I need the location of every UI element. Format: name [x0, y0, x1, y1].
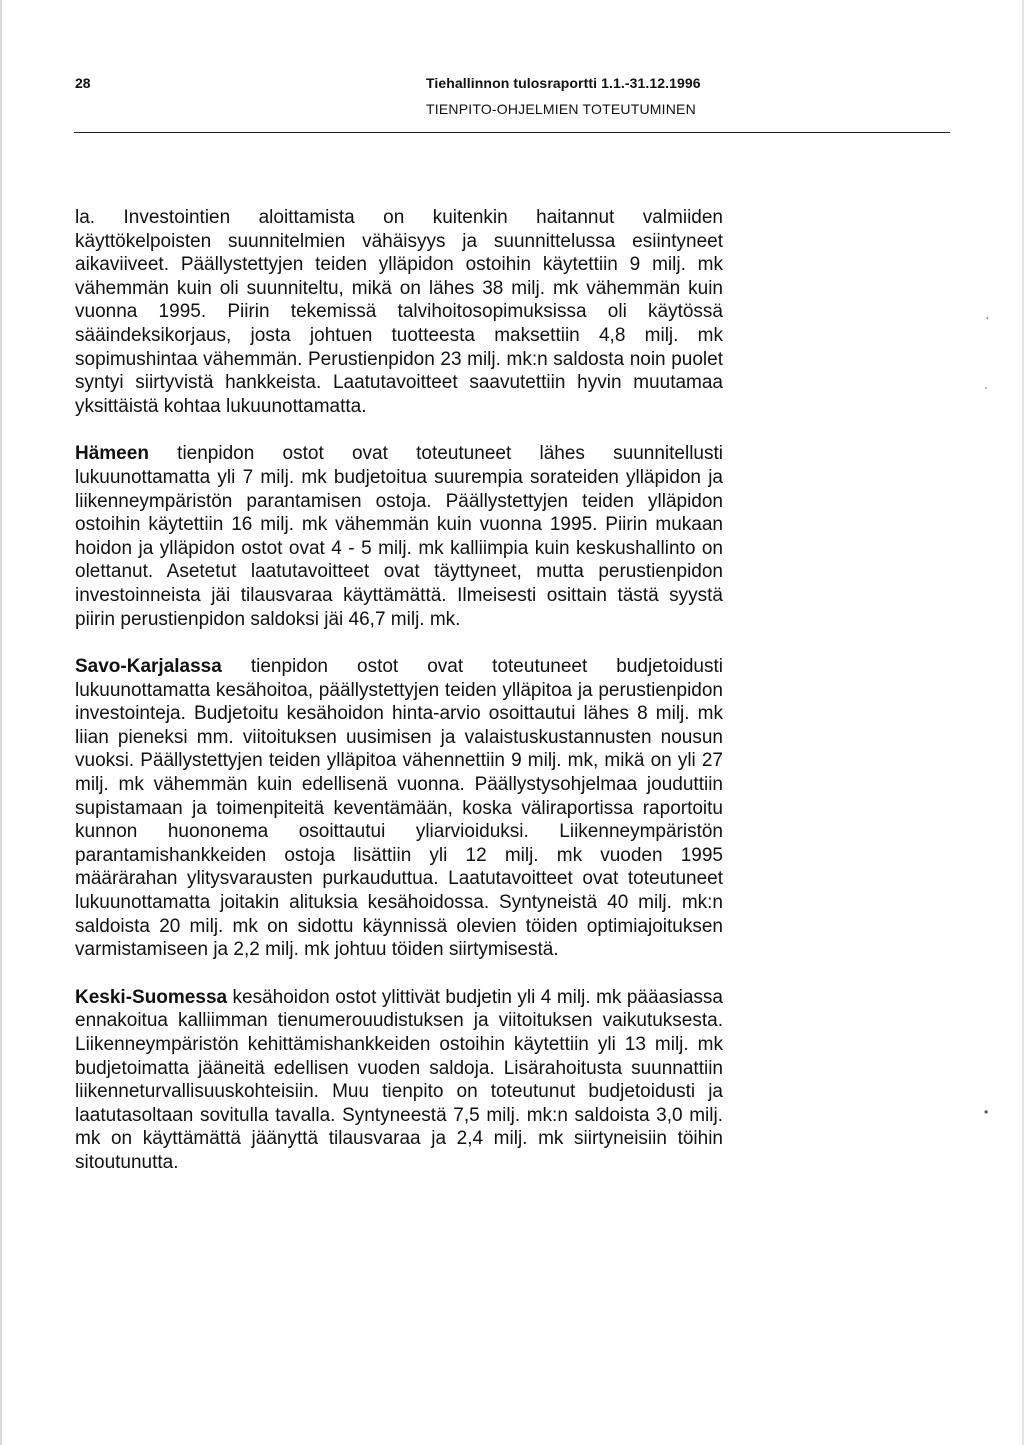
- paragraph-text: tienpidon ostot ovat toteutuneet lähes suunnitellusti lukuunottamatta yli 7 milj. mk budjetoitua suurempia sorateiden ylläpidon ja liikenneympäristön parantamisen ostoja. Päällystettyjen teiden ylläpidon ostoihin käytettiin 16 milj. mk vähemmän kuin vuonna 1995. Piirin mukaan hoidon ja ylläpidon ostot ovat 4 - 5 milj. mk kalliimpia kuin keskushallinto on olettanut. Asetetut laatutavoitteet ovat täyttyneet, mutta perustienpidon investoinneista jäi tilausvaraa käyttämättä. Ilmeisesti osittain tästä syystä piirin perustienpidon saldoksi jäi 46,7 milj. mk.: [75, 443, 723, 630]
- paragraph-text: la. Investointien aloittamista on kuitenkin haitannut valmiiden käyttökelpoisten suunnitelmien vähäisyys ja suunnittelussa esiintyneet aikaviiveet. Päällystettyjen teiden ylläpidon ostoihin käytettiin 9 milj. mk vähemmän kuin oli suunniteltu, mikä on lähes 38 milj. mk vähemmän kuin vuonna 1995. Piirin tekemissä talvihoitosopimuksissa oli käytössä sääindeksikorjaus, josta johtuen tuotteesta maksettiin 4,8 milj. mk sopimushintaa vähemmän. Perustienpidon 23 milj. mk:n saldosta noin puolet syntyi siirtyvistä hankkeista. Laatutavoitteet saavutettiin hyvin muutamaa yksittäistä kohtaa lukuunottamatta.: [75, 207, 723, 417]
- paragraph-intro: [75, 206, 723, 418]
- page-number: 28: [75, 75, 91, 91]
- paragraph-keski-suomi: [75, 986, 723, 1175]
- paragraph-lead: Savo-Karjalassa: [75, 656, 222, 678]
- body-text: [75, 206, 723, 1199]
- header-divider: [74, 132, 950, 133]
- section-title: TIENPITO-OHJELMIEN TOTEUTUMINEN: [426, 101, 696, 117]
- paragraph-lead: Keski-Suomessa: [75, 986, 228, 1008]
- paragraph-hame: [75, 442, 723, 631]
- paragraph-text: tienpidon ostot ovat toteutuneet budjetoidusti lukuunottamatta kesähoitoa, päällystettyjen teiden ylläpitoa ja perustienpidon investointeja. Budjetoitu kesähoidon hinta-arvio osoittautui lähes 8 milj. mk liian pieneksi mm. viitoituksen uusimisen ja valaistuskustannusten nousun vuoksi. Päällystettyjen teiden ylläpitoa vähennettiin 9 milj. mk, mikä on yli 27 milj. mk vähemmän kuin edellisenä vuonna. Päällystysohjelmaa jouduttiin supistamaan ja toimenpiteitä keventämään, koska väliraportissa raportoitu kunnon huononema osoittautui yliarvioiduksi. Liikenneympäristön parantamishankkeiden ostoja lisättiin yli 12 milj. mk vuoden 1995 määrärahan ylitysvarausten purkauduttua. Laatutavoitteet ovat toteutuneet lukuunottamatta joitakin alituksia kesähoidossa. Syntyneistä 40 milj. mk:n saldoista 20 milj. mk on sidottu käynnissä olevien töiden optimiajoituksen varmistamiseen ja 2,2 milj. mk johtuu töiden siirtymisestä.: [75, 656, 723, 961]
- report-title: Tiehallinnon tulosraportti 1.1.-31.12.1996: [426, 75, 701, 91]
- scan-speck: ‘: [986, 314, 989, 328]
- paragraph-text: kesähoidon ostot ylittivät budjetin yli 4 milj. mk pääasiassa ennakoitua kalliimman tienumerouudistuksen ja viitoituksen vaikutuksesta. Liikenneympäristön kehittämishankkeiden ostoihin käytettiin yli 13 milj. mk budjetoimatta jääneitä edellisen vuoden saldoja. Lisärahoitusta suunnattiin liikenneturvallisuuskohteisiin. Muu tienpito on toteutunut budjetoidusti ja laatutasoltaan sovitulla tavalla. Syntyneestä 7,5 milj. mk:n saldoista 3,0 milj. mk on käyttämättä jäänyttä tilausvaraa ja 2,4 milj. mk siirtyneisiin töihin sitoutunutta.: [75, 986, 723, 1173]
- scan-speck: ·: [984, 380, 988, 394]
- paragraph-savo-karjala: [75, 655, 723, 962]
- scan-speck: •: [984, 1105, 989, 1119]
- paragraph-lead: Hämeen: [75, 443, 149, 465]
